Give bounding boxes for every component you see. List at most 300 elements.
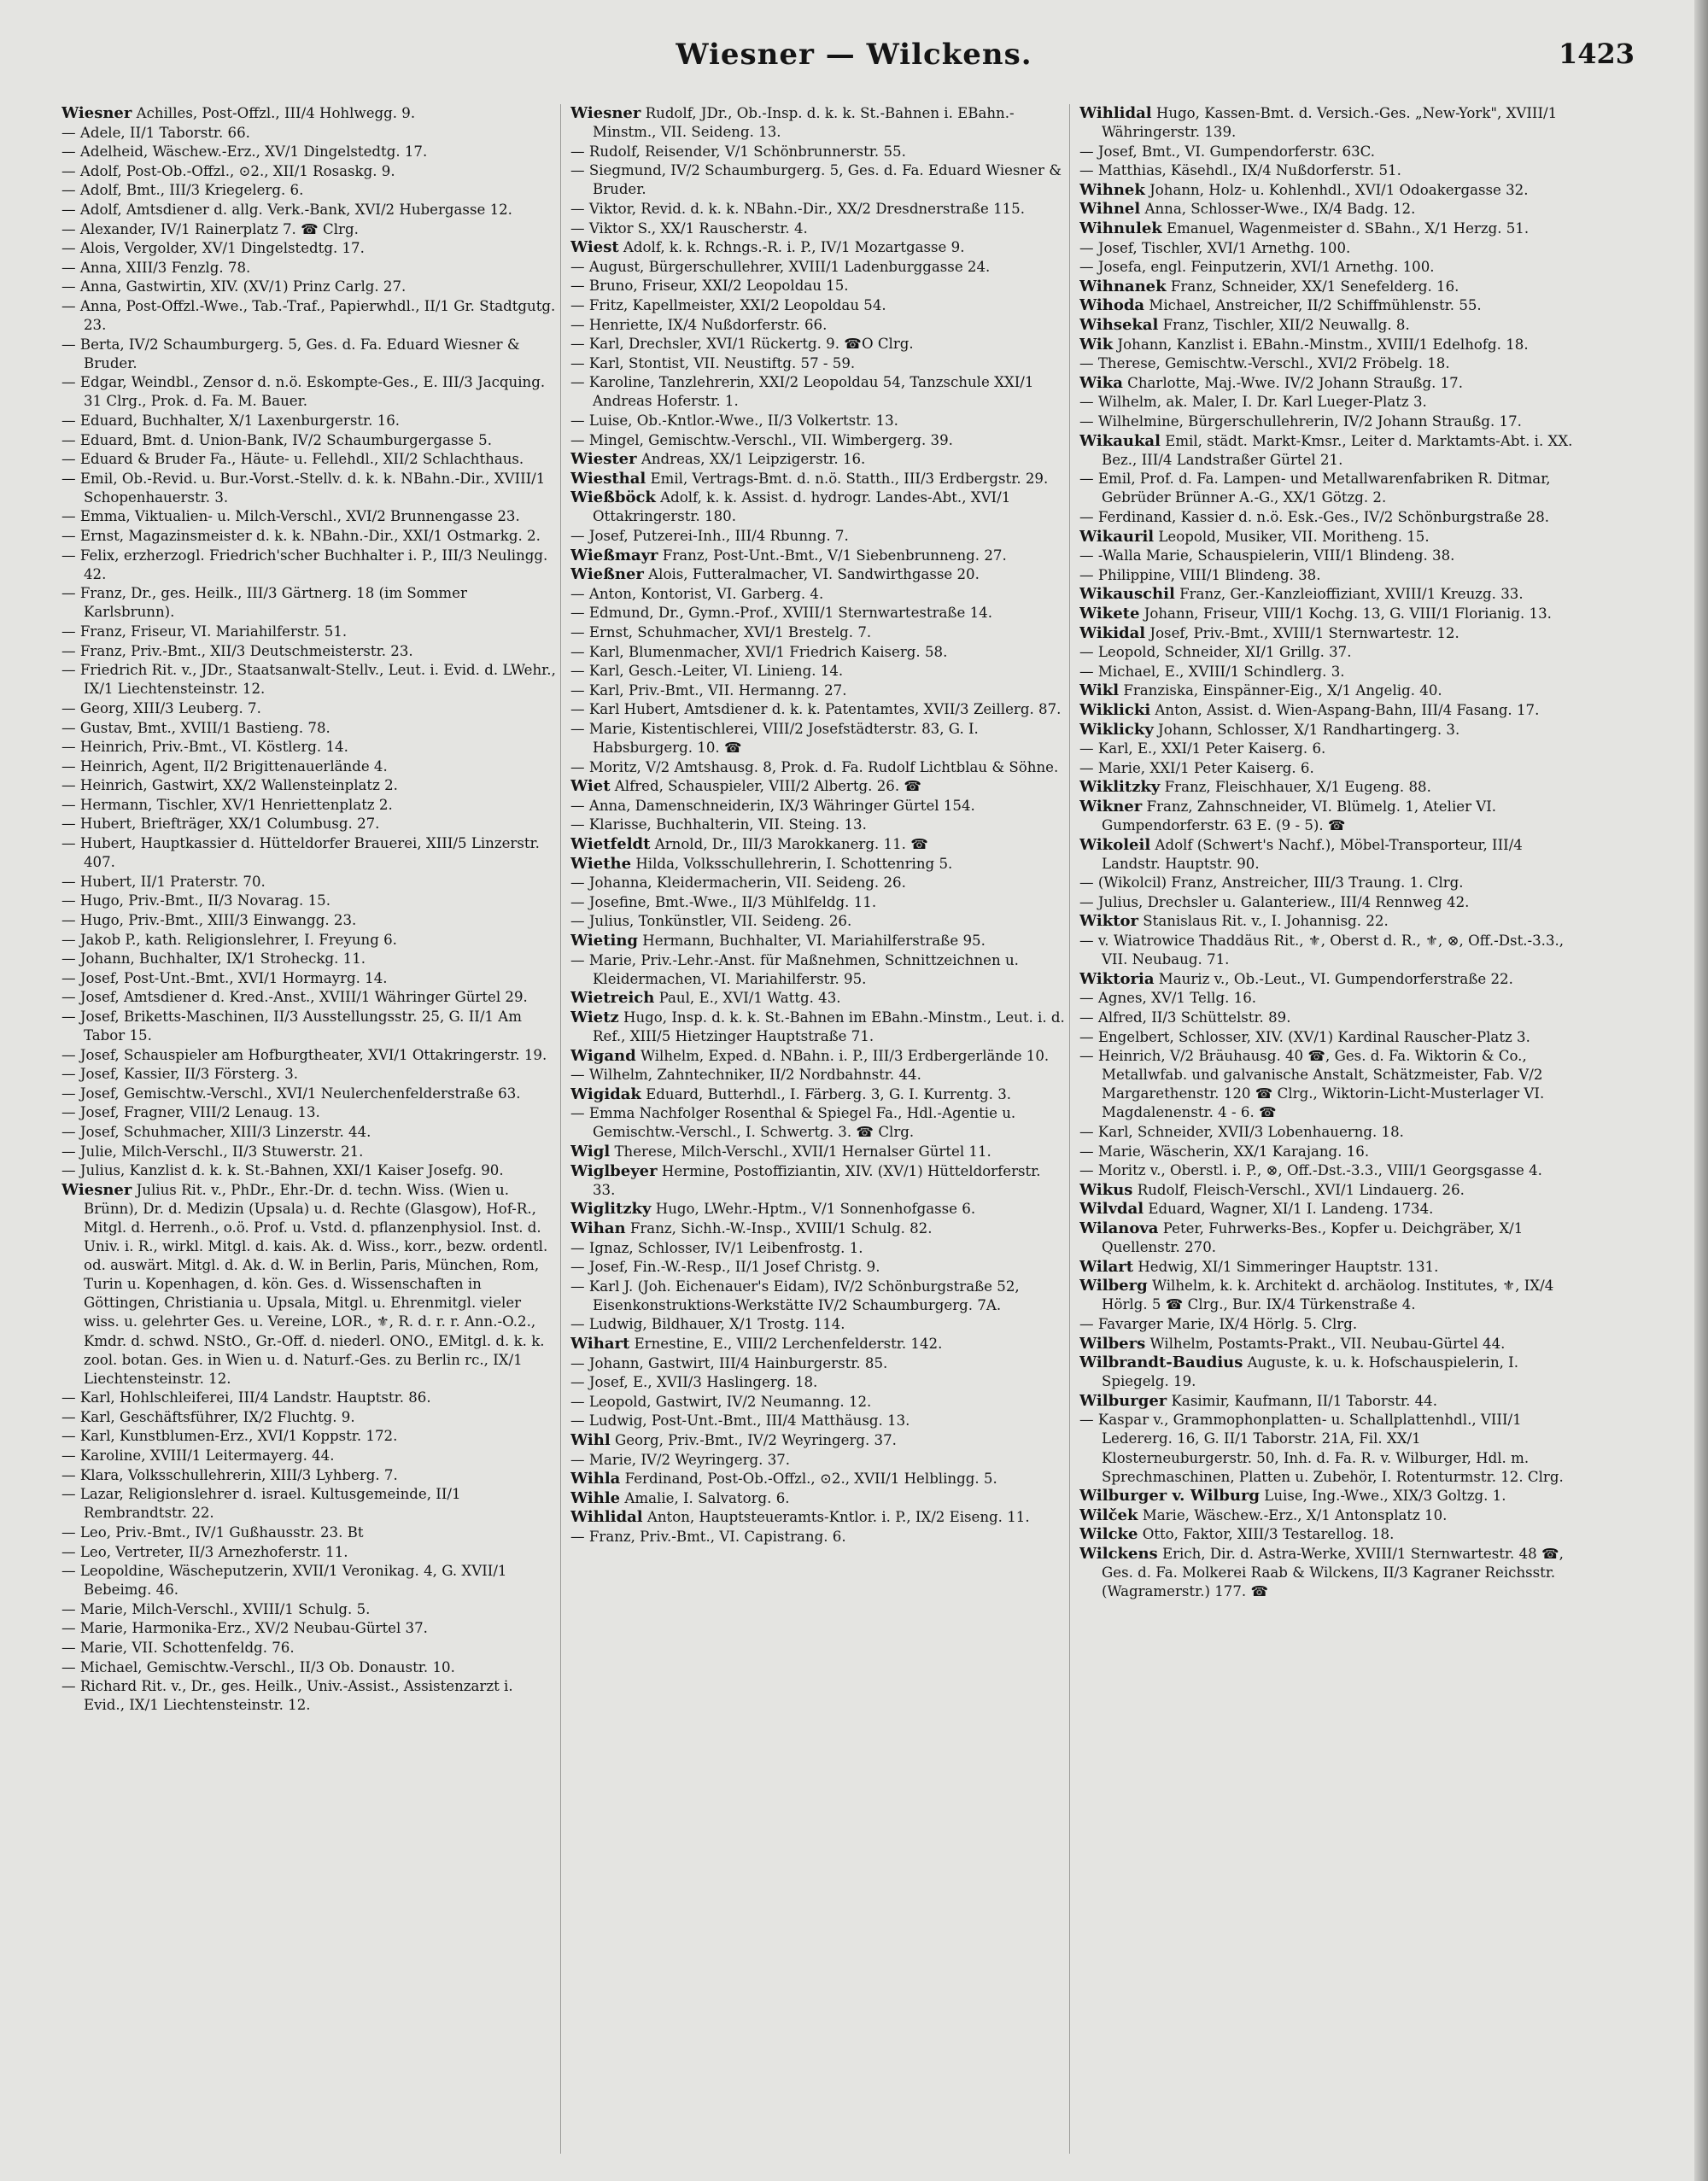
directory-entry: [1079, 643, 1575, 662]
directory-entry: [570, 700, 1066, 719]
directory-entry: [61, 988, 557, 1007]
entry-surname: Wikaukal: [1079, 431, 1161, 450]
entry-text: Erich, Dir. d. Astra-Werke, XVIII/1 Sternwartestr. 48 ☎, Ges. d. Fa. Molkerei Raab & Wilckens, II/3 Kagraner Reichsstr. (Wagramerstr.) 177. ☎: [1102, 1546, 1564, 1600]
entry-surname: Wießmayr: [570, 546, 658, 564]
entry-text: — Heinrich, Gastwirt, XX/2 Wallensteinplatz 2.: [61, 777, 398, 794]
entry-text: — Moritz, V/2 Amtshausg. 8, Prok. d. Fa. Rudolf Lichtblau & Söhne.: [570, 758, 1059, 775]
entry-surname: Wilbers: [1079, 1334, 1146, 1353]
entry-surname: Wiglitzky: [570, 1200, 652, 1219]
directory-entry: [570, 200, 1066, 219]
directory-entry: [61, 220, 557, 239]
directory-entry: [570, 1009, 1066, 1046]
entry-text: Johann, Holz- u. Kohlenhdl., XVI/1 Odoakergasse 32.: [1144, 181, 1529, 198]
entry-text: — Adolf, Bmt., III/3 Kriegelerg. 6.: [61, 182, 304, 199]
directory-entry: [570, 470, 1066, 488]
entry-text: — Julius, Kanzlist d. k. k. St.-Bahnen, XXI/1 Kaiser Josefg. 90.: [61, 1162, 504, 1179]
directory-entry: [1079, 663, 1575, 681]
directory-entry: [61, 547, 557, 584]
entry-text: — Karl, Schneider, XVII/3 Lobenhauerng. 18.: [1079, 1123, 1404, 1140]
entry-surname: Wiglbeyer: [570, 1161, 658, 1180]
entry-surname: Wiest: [570, 238, 619, 257]
directory-entry: [570, 412, 1066, 430]
directory-entry: [1079, 354, 1575, 373]
directory-entry: [570, 816, 1066, 834]
entry-surname: Wihan: [570, 1219, 626, 1237]
entry-text: — Adolf, Post-Ob.-Offzl., ⊙2., XII/1 Rosaskg. 9.: [61, 162, 395, 179]
directory-entry: [61, 1427, 557, 1446]
directory-entry: [1079, 681, 1575, 700]
directory-entry: [1079, 336, 1575, 354]
directory-entry: [61, 1447, 557, 1465]
directory-entry: [570, 296, 1066, 315]
directory-entry: [61, 1123, 557, 1142]
directory-entry: [61, 162, 557, 181]
directory-entry: [570, 1278, 1066, 1315]
directory-entry: [570, 855, 1066, 874]
directory-entry: [61, 969, 557, 988]
entry-text: — Michael, Gemischtw.-Verschl., II/3 Ob. Donaustr. 10.: [61, 1658, 455, 1675]
entry-text: — Ernst, Schuhmacher, XVI/1 Brestelg. 7.: [570, 624, 872, 641]
entry-text: Eduard, Butterhdl., I. Färberg. 3, G. I. Kurrentg. 3.: [640, 1085, 1012, 1102]
directory-entry: [570, 1162, 1066, 1200]
entry-surname: Wiklitzky: [1079, 778, 1161, 797]
entry-text: Hedwig, XI/1 Simmeringer Hauptstr. 131.: [1133, 1258, 1439, 1275]
directory-entry: [570, 874, 1066, 892]
directory-entry: [61, 412, 557, 430]
directory-entry: [570, 565, 1066, 584]
entry-text: — Adelheid, Wäschew.-Erz., XV/1 Dingelstedtg. 17.: [61, 143, 428, 161]
directory-entry: [570, 488, 1066, 526]
directory-entry: [570, 1354, 1066, 1373]
directory-entry: [61, 1619, 557, 1638]
entry-text: — Marie, VII. Schottenfeldg. 76.: [61, 1640, 295, 1656]
entry-text: Alfred, Schauspieler, VIII/2 Albertg. 26. ☎: [610, 778, 922, 795]
directory-entry: [1079, 104, 1575, 142]
entry-text: — Josef, Fin.-W.-Resp., II/1 Josef Christg. 9.: [570, 1259, 880, 1276]
entry-text: — Ignaz, Schlosser, IV/1 Leibenfrostg. 1.: [570, 1239, 863, 1256]
directory-entry: [1079, 721, 1575, 740]
directory-entry: [570, 662, 1066, 681]
entry-text: — Josef, Kassier, II/3 Försterg. 3.: [61, 1066, 299, 1083]
entry-text: Adolf (Schwert's Nachf.), Möbel-Transporteur, III/4 Landstr. Hauptstr. 90.: [1102, 836, 1523, 872]
entry-text: — Adele, II/1 Taborstr. 66.: [61, 124, 250, 141]
directory-entry: [1079, 624, 1575, 643]
directory-entry: [1079, 239, 1575, 258]
entry-text: — Heinrich, Agent, II/2 Brigittenauerlände 4.: [61, 757, 388, 775]
directory-entry: [1079, 1392, 1575, 1411]
directory-entry: [61, 738, 557, 757]
entry-text: — Lazar, Religionslehrer d. israel. Kultusgemeinde, II/1 Rembrandtstr. 22.: [61, 1486, 461, 1522]
directory-entry: [61, 1562, 557, 1599]
entry-text: Alois, Futteralmacher, VI. Sandwirthgasse 20.: [643, 566, 980, 583]
directory-entry: [570, 623, 1066, 642]
entry-text: — (Wikolcil) Franz, Anstreicher, III/3 Traung. 1. Clrg.: [1079, 874, 1464, 892]
directory-entry: [61, 1523, 557, 1542]
entry-text: — Klara, Volksschullehrerin, XIII/3 Lyhberg. 7.: [61, 1466, 398, 1483]
directory-entry: [1079, 1219, 1575, 1257]
entry-text: Peter, Fuhrwerks-Bes., Kopfer u. Deichgräber, X/1 Quellenstr. 270.: [1102, 1219, 1524, 1256]
directory-entry: [570, 1239, 1066, 1258]
directory-entry: [1079, 470, 1575, 507]
directory-entry: [61, 124, 557, 143]
directory-entry: [570, 893, 1066, 912]
entry-text: Otto, Faktor, XIII/3 Testarellog. 18.: [1138, 1526, 1395, 1543]
directory-entry: [570, 527, 1066, 546]
directory-entry: [61, 527, 557, 546]
directory-entry: [1079, 1277, 1575, 1314]
entry-text: Franziska, Einspänner-Eig., X/1 Angelig. 40.: [1119, 682, 1442, 699]
directory-entry: [570, 1143, 1066, 1161]
entry-text: Johann, Schlosser, X/1 Randhartingerg. 3.: [1153, 721, 1460, 738]
directory-entry: [61, 1389, 557, 1407]
directory-entry: [1079, 181, 1575, 200]
entry-text: — Ludwig, Post-Unt.-Bmt., III/4 Matthäusg. 13.: [570, 1412, 910, 1430]
entry-text: Andreas, XX/1 Leipzigerstr. 16.: [636, 451, 866, 468]
entry-text: — Marie, Wäscherin, XX/1 Karajang. 16.: [1079, 1143, 1370, 1160]
entry-text: — Ferdinand, Kassier d. n.ö. Esk.-Ges., IV/2 Schönburgstraße 28.: [1079, 508, 1550, 525]
directory-entry: [1079, 701, 1575, 720]
entry-text: Hugo, Kassen-Bmt. d. Versich.-Ges. „New-York", XVIII/1 Währingerstr. 139.: [1102, 105, 1558, 141]
entry-surname: Wießböck: [570, 488, 656, 507]
entry-text: Achilles, Post-Offzl., III/4 Hohlwegg. 9.: [132, 105, 416, 121]
entry-text: — Josef, Post-Unt.-Bmt., XVI/1 Hormayrg. 14.: [61, 969, 388, 986]
entry-text: — Leopold, Gastwirt, IV/2 Neumanng. 12.: [570, 1393, 872, 1410]
entry-text: Mauriz v., Ob.-Leut., VI. Gumpendorferstraße 22.: [1154, 970, 1513, 987]
entry-text: — Wilhelm, Zahntechniker, II/2 Nordbahnstr. 44.: [570, 1067, 921, 1084]
entry-surname: Wiktor: [1079, 912, 1139, 931]
entry-text: — Michael, E., XVIII/1 Schindlerg. 3.: [1079, 663, 1345, 680]
entry-text: — Alexander, IV/1 Rainerplatz 7. ☎ Clrg.: [61, 220, 359, 237]
directory-entry: [570, 258, 1066, 277]
directory-entry: [1079, 412, 1575, 431]
entry-surname: Wilček: [1079, 1506, 1138, 1524]
entry-surname: Wihla: [570, 1470, 621, 1488]
directory-entry: [61, 1085, 557, 1103]
entry-text: — Leo, Priv.-Bmt., IV/1 Gußhausstr. 23. Bt: [61, 1523, 364, 1541]
directory-entry: [570, 1393, 1066, 1412]
directory-entry: [1079, 1315, 1575, 1334]
entry-text: Anton, Hauptsteueramts-Kntlor. i. P., IX/2 Eiseng. 11.: [642, 1509, 1030, 1526]
entry-text: — Karl Hubert, Amtsdiener d. k. k. Patentamtes, XVII/3 Zeillerg. 87.: [570, 701, 1062, 718]
entry-text: — Agnes, XV/1 Tellg. 16.: [1079, 990, 1257, 1007]
entry-text: Wilhelm, Exped. d. NBahn. i. P., III/3 Erdbergerlände 10.: [635, 1047, 1050, 1064]
directory-entry: [570, 431, 1066, 450]
entry-text: Adolf, k. k. Rchngs.-R. i. P., IV/1 Mozartgasse 9.: [618, 239, 965, 256]
entry-text: — Adolf, Amtsdiener d. allg. Verk.-Bank, XVI/2 Hubergasse 12.: [61, 201, 512, 218]
entry-text: Charlotte, Maj.-Wwe. IV/2 Johann Straußg. 17.: [1122, 374, 1464, 391]
entry-surname: Wilanova: [1079, 1219, 1159, 1237]
entry-text: — Eduard & Bruder Fa., Häute- u. Fellehdl., XII/2 Schlachthaus.: [61, 451, 524, 468]
entry-text: — Hermann, Tischler, XV/1 Henriettenplatz 2.: [61, 796, 393, 813]
entry-text: Kasimir, Kaufmann, II/1 Taborstr. 44.: [1167, 1392, 1438, 1409]
entry-text: Rudolf, Fleisch-Verschl., XVI/1 Lindauerg. 26.: [1132, 1181, 1465, 1198]
directory-entry: [61, 1485, 557, 1523]
entry-text: Johann, Kanzlist i. EBahn.-Minstm., XVIII/1 Edelhofg. 18.: [1113, 336, 1529, 353]
directory-entry: [570, 643, 1066, 662]
directory-entry: [61, 1600, 557, 1619]
entry-text: — Karl, E., XXI/1 Peter Kaiserg. 6.: [1079, 740, 1326, 757]
directory-entry: [61, 757, 557, 776]
directory-entry: [61, 1677, 557, 1715]
entry-text: — Franz, Priv.-Bmt., XII/3 Deutschmeisterstr. 23.: [61, 642, 413, 659]
entry-text: Hermann, Buchhalter, VI. Mariahilferstraße 95.: [638, 933, 986, 950]
entry-text: Franz, Ger.-Kanzleioffiziant, XVIII/1 Kreuzg. 33.: [1174, 586, 1524, 603]
directory-entry: [1079, 1506, 1575, 1525]
directory-entry: [570, 1470, 1066, 1488]
entry-surname: Wik: [1079, 335, 1114, 354]
entry-text: — Josef, Putzerei-Inh., III/4 Rbunng. 7.: [570, 528, 849, 545]
directory-entry: [570, 720, 1066, 757]
entry-text: Hermine, Postoffiziantin, XIV. (XV/1) Hütteldorferstr. 33.: [593, 1162, 1041, 1198]
directory-entry: [61, 297, 557, 335]
directory-entry: [570, 450, 1066, 469]
column-divider: [560, 104, 561, 2154]
entry-text: — Anna, Post-Offzl.-Wwe., Tab.-Traf., Papierwhdl., II/1 Gr. Stadtgutg. 23.: [61, 297, 556, 334]
directory-entry: [570, 1047, 1066, 1066]
entry-text: — Karl, Hohlschleiferei, III/4 Landstr. Hauptstr. 86.: [61, 1389, 431, 1406]
entry-text: Marie, Wäschew.-Erz., X/1 Antonsplatz 10.: [1138, 1506, 1448, 1523]
entry-text: — Marie, IV/2 Weyringerg. 37.: [570, 1451, 791, 1468]
entry-text: — Johann, Gastwirt, III/4 Hainburgerstr. 85.: [570, 1354, 888, 1371]
directory-entry: [570, 777, 1066, 796]
entry-text: Franz, Post-Unt.-Bmt., V/1 Siebenbrunneng. 27.: [658, 547, 1007, 564]
entry-text: — Josef, Fragner, VIII/2 Lenaug. 13.: [61, 1104, 320, 1121]
entry-text: — Leo, Vertreter, II/3 Arnezhoferstr. 11.: [61, 1543, 348, 1560]
directory-entry: [61, 776, 557, 795]
directory-entry: [61, 911, 557, 930]
entry-text: Leopold, Musiker, VII. Moritheng. 15.: [1154, 528, 1430, 545]
directory-entry: [570, 219, 1066, 238]
directory-entry: [61, 815, 557, 833]
directory-entry: [1079, 836, 1575, 874]
entry-text: — Georg, XIII/3 Leuberg. 7.: [61, 699, 261, 716]
entry-text: — Moritz v., Oberstl. i. P., ⊗, Off.-Dst.-3.3., VIII/1 Georgsgasse 4.: [1079, 1162, 1542, 1179]
entry-text: — Ludwig, Bildhauer, X/1 Trostg. 114.: [570, 1316, 845, 1333]
entry-text: — Edmund, Dr., Gymn.-Prof., XVIII/1 Sternwartestraße 14.: [570, 605, 992, 622]
entry-text: — Josef, Gemischtw.-Verschl., XVI/1 Neulerchenfelderstraße 63.: [61, 1085, 521, 1102]
directory-entry: [570, 161, 1066, 199]
entry-text: — Alfred, II/3 Schüttelstr. 89.: [1079, 1009, 1291, 1026]
entry-text: — Josef, E., XVII/3 Haslingerg. 18.: [570, 1374, 818, 1391]
entry-surname: Wiester: [570, 450, 637, 469]
directory-entry: [1079, 1258, 1575, 1277]
directory-entry: [1079, 566, 1575, 585]
entry-text: — Josef, Briketts-Maschinen, II/3 Ausstellungsstr. 25, G. II/1 Am Tabor 15.: [61, 1008, 522, 1044]
entry-text: Luise, Ing.-Wwe., XIX/3 Goltzg. 1.: [1260, 1488, 1506, 1505]
entry-surname: Wiesthal: [570, 469, 646, 488]
directory-entry: [61, 181, 557, 200]
entry-text: Hugo, LWehr.-Hptm., V/1 Sonnenhofgasse 6.: [651, 1201, 976, 1218]
directory-entry: [570, 681, 1066, 700]
directory-entry: [61, 143, 557, 161]
directory-entry: [570, 1431, 1066, 1450]
directory-entry: [1079, 1123, 1575, 1142]
entry-text: — Franz, Dr., ges. Heilk., III/3 Gärtnerg. 18 (im Sommer Karlsbrunn).: [61, 585, 467, 621]
entry-surname: Wihl: [570, 1430, 611, 1449]
directory-entry: [1079, 759, 1575, 778]
entry-text: Johann, Friseur, VIII/1 Kochg. 13, G. VIII/1 Florianig. 13.: [1139, 605, 1552, 622]
directory-entry: [570, 354, 1066, 373]
entry-text: — Emma, Viktualien- u. Milch-Verschl., XVI/2 Brunnengasse 23.: [61, 508, 520, 525]
entry-surname: Wigl: [570, 1143, 611, 1161]
entry-text: — Rudolf, Reisender, V/1 Schönbrunnerstr. 55.: [570, 143, 906, 160]
directory-entry: [570, 758, 1066, 777]
entry-text: — Josef, Schauspieler am Hofburgtheater, XVI/1 Ottakringerstr. 19.: [61, 1046, 547, 1063]
directory-entry: [1079, 296, 1575, 315]
entry-text: — Therese, Gemischtw.-Verschl., XVI/2 Fröbelg. 18.: [1079, 355, 1450, 372]
entry-text: — Viktor, Revid. d. k. k. NBahn.-Dir., XX/2 Dresdnerstraße 115.: [570, 200, 1026, 217]
directory-entry: [570, 547, 1066, 565]
directory-entry: [61, 699, 557, 718]
entry-text: — Karl, Geschäftsführer, IX/2 Fluchtg. 9.: [61, 1408, 355, 1425]
entry-surname: Wilcke: [1079, 1525, 1138, 1544]
directory-entry: [570, 335, 1066, 354]
entry-text: — Hubert, II/1 Praterstr. 70.: [61, 873, 266, 890]
entry-text: Paul, E., XVI/1 Wattg. 43.: [654, 990, 841, 1007]
entry-text: — Franz, Friseur, VI. Mariahilferstr. 51.: [61, 623, 348, 640]
entry-text: — Mingel, Gemischtw.-Verschl., VII. Wimbergerg. 39.: [570, 431, 953, 448]
entry-text: — Johann, Buchhalter, IX/1 Stroheckg. 11.: [61, 950, 366, 968]
directory-entry: [1079, 932, 1575, 969]
entry-text: — Engelbert, Schlosser, XIV. (XV/1) Kardinal Rauscher-Platz 3.: [1079, 1028, 1530, 1045]
entry-surname: Wikner: [1079, 797, 1143, 816]
directory-entry: [570, 1528, 1066, 1547]
entry-text: Emil, Vertrags-Bmt. d. n.ö. Statth., III/3 Erdbergstr. 29.: [646, 470, 1049, 487]
entry-text: — Marie, XXI/1 Peter Kaiserg. 6.: [1079, 759, 1314, 776]
directory-entry: [1079, 1161, 1575, 1180]
entry-text: — Karl J. (Joh. Eichenauer's Eidam), IV/2 Schönburgstraße 52, Eisenkonstruktions-Werkstätte IV/2 Schaumburgerg. 7A.: [570, 1278, 1020, 1313]
entry-text: — Siegmund, IV/2 Schaumburgerg. 5, Ges. d. Fa. Eduard Wiesner & Bruder.: [570, 162, 1062, 198]
directory-entry: [570, 1258, 1066, 1277]
entry-text: Arnold, Dr., III/3 Marokkanerg. 11. ☎: [650, 836, 928, 853]
entry-text: — Marie, Priv.-Lehr.-Anst. für Maßnehmen, Schnittzeichnen u. Kleidermachen, VI. Mariahilferstr. 95.: [570, 951, 1019, 987]
directory-entry: [1079, 798, 1575, 835]
directory-entry: [1079, 740, 1575, 758]
directory-entry: [570, 989, 1066, 1008]
directory-entry: [570, 1489, 1066, 1508]
directory-entry: [1079, 508, 1575, 527]
entry-text: — Josefa, engl. Feinputzerin, XVI/1 Arnethg. 100.: [1079, 259, 1435, 276]
entry-surname: Wihart: [570, 1335, 630, 1353]
directory-entry: [1079, 1028, 1575, 1047]
directory-entry: [61, 1639, 557, 1658]
directory-entry: [1079, 605, 1575, 623]
directory-entry: [570, 316, 1066, 335]
directory-entry: [570, 1412, 1066, 1430]
entry-text: — Gustav, Bmt., XVIII/1 Bastieng. 78.: [61, 719, 330, 736]
entry-text: — Emil, Ob.-Revid. u. Bur.-Vorst.-Stellv. d. k. k. NBahn.-Dir., XVIII/1 Schopenhauerstr. 3.: [61, 470, 546, 506]
directory-entry: [1079, 1047, 1575, 1122]
directory-entry: [61, 642, 557, 661]
directory-entry: [570, 238, 1066, 257]
entry-text: — Julie, Milch-Verschl., II/3 Stuwerstr. 21.: [61, 1143, 364, 1160]
directory-entry: [1079, 989, 1575, 1008]
entry-surname: Wilvdal: [1079, 1200, 1144, 1219]
entry-text: Anna, Schlosser-Wwe., IX/4 Badg. 12.: [1140, 201, 1416, 218]
directory-column-1: [61, 104, 557, 2154]
directory-entry: [61, 1543, 557, 1562]
entry-text: — Luise, Ob.-Kntlor.-Wwe., II/3 Volkertstr. 13.: [570, 412, 898, 429]
entry-surname: Wiesner: [61, 104, 132, 122]
entry-text: — Viktor S., XX/1 Rauscherstr. 4.: [570, 219, 808, 237]
entry-surname: Wikus: [1079, 1180, 1133, 1199]
directory-entry: [61, 1008, 557, 1045]
entry-text: Anton, Assist. d. Wien-Aspang-Bahn, III/4 Fasang. 17.: [1150, 701, 1540, 718]
directory-entry: [61, 470, 557, 507]
entry-text: — Jakob P., kath. Religionslehrer, I. Freyung 6.: [61, 931, 397, 948]
directory-entry: [570, 143, 1066, 161]
directory-entry: [61, 1466, 557, 1485]
directory-entry: [61, 661, 557, 699]
directory-entry: [1079, 874, 1575, 892]
entry-text: — Marie, Milch-Verschl., XVIII/1 Schulg. 5.: [61, 1600, 371, 1617]
entry-text: — Berta, IV/2 Schaumburgerg. 5, Ges. d. Fa. Eduard Wiesner & Bruder.: [61, 336, 520, 371]
directory-entry: [61, 584, 557, 622]
entry-text: — Marie, Kistentischlerei, VIII/2 Josefstädterstr. 83, G. I. Habsburgerg. 10. ☎: [570, 721, 979, 757]
entry-surname: Wigand: [570, 1046, 636, 1065]
entry-text: — Josef, Amtsdiener d. Kred.-Anst., XVIII/1 Währinger Gürtel 29.: [61, 989, 528, 1006]
entry-surname: Wietfeldt: [570, 835, 651, 854]
entry-surname: Wieting: [570, 932, 639, 950]
entry-text: — Leopoldine, Wäscheputzerin, XVII/1 Veronikag. 4, G. XVII/1 Bebeimg. 46.: [61, 1563, 507, 1599]
entry-text: Ernestine, E., VIII/2 Lerchenfelderstr. 142.: [629, 1336, 943, 1352]
page-number: 1423: [1558, 38, 1635, 70]
directory-entry: [61, 1103, 557, 1122]
directory-entry: [570, 1219, 1066, 1238]
entry-text: Therese, Milch-Verschl., XVII/1 Hernalser Gürtel 11.: [610, 1143, 991, 1161]
entry-surname: Wikoleil: [1079, 835, 1151, 854]
entry-text: — Marie, Harmonika-Erz., XV/2 Neubau-Gürtel 37.: [61, 1620, 428, 1637]
entry-text: — -Walla Marie, Schauspielerin, VIII/1 Blindeng. 38.: [1079, 547, 1455, 564]
page-edge-shadow: [1694, 0, 1708, 2181]
entry-text: — Karl, Blumenmacher, XVI/1 Friedrich Kaiserg. 58.: [570, 643, 948, 660]
entry-text: — Ernst, Magazinsmeister d. k. k. NBahn.-Dir., XXI/1 Ostmarkg. 2.: [61, 528, 541, 545]
entry-surname: Wigidak: [570, 1085, 641, 1103]
entry-text: Adolf, k. k. Assist. d. hydrogr. Landes-Abt., XVI/1 Ottakringerstr. 180.: [593, 489, 1011, 525]
entry-text: — Hugo, Priv.-Bmt., II/3 Novarag. 15.: [61, 892, 330, 909]
directory-entry: [1079, 374, 1575, 393]
entry-text: — Felix, erzherzogl. Friedrich'scher Buchhalter i. P., III/3 Neulingg. 42.: [61, 547, 548, 582]
entry-text: — Josef, Tischler, XVI/1 Arnethg. 100.: [1079, 239, 1351, 256]
directory-entry: [570, 1104, 1066, 1142]
directory-entry: [61, 259, 557, 278]
entry-surname: Wilckens: [1079, 1545, 1158, 1564]
directory-entry: [570, 277, 1066, 295]
directory-entry: [570, 932, 1066, 950]
entry-text: — Matthias, Käsehdl., IX/4 Nußdorferstr. 51.: [1079, 162, 1401, 179]
directory-entry: [1079, 1143, 1575, 1161]
directory-entry: [1079, 1525, 1575, 1544]
entry-text: — Heinrich, Priv.-Bmt., VI. Köstlerg. 14.: [61, 739, 348, 756]
entry-text: Ferdinand, Post-Ob.-Offzl., ⊙2., XVII/1 Helblingg. 5.: [620, 1471, 997, 1488]
directory-entry: [1079, 219, 1575, 238]
directory-entry: [1079, 912, 1575, 931]
entry-text: — Josef, Bmt., VI. Gumpendorferstr. 63C.: [1079, 143, 1376, 160]
directory-column-2: [570, 104, 1066, 2154]
entry-surname: Wiklicky: [1079, 720, 1154, 739]
entry-surname: Wikl: [1079, 681, 1120, 700]
entry-text: — Heinrich, V/2 Bräuhausg. 40 ☎, Ges. d. Fa. Wiktorin & Co., Metallwfab. und galvanische Anstalt, Schätzmeister, Fab. V/2 Margarethenstr. 120 ☎ Clrg., Wiktorin-Licht-Musterlager VI. Magdalenenstr. 4 - 6. ☎: [1079, 1048, 1545, 1121]
entry-text: Emanuel, Wagenmeister d. SBahn., X/1 Herzg. 51.: [1161, 220, 1530, 237]
directory-entry: [61, 873, 557, 892]
entry-text: Franz, Sichh.-W.-Insp., XVIII/1 Schulg. 82.: [625, 1219, 933, 1237]
entry-text: — Hugo, Priv.-Bmt., XIII/3 Einwangg. 23.: [61, 911, 357, 928]
entry-surname: Wihsekal: [1079, 316, 1159, 335]
entry-surname: Wietz: [570, 1008, 619, 1026]
directory-entry: [61, 1181, 557, 1389]
entry-text: — Franz, Priv.-Bmt., VI. Capistrang. 6.: [570, 1528, 846, 1545]
entry-surname: Wika: [1079, 373, 1123, 392]
